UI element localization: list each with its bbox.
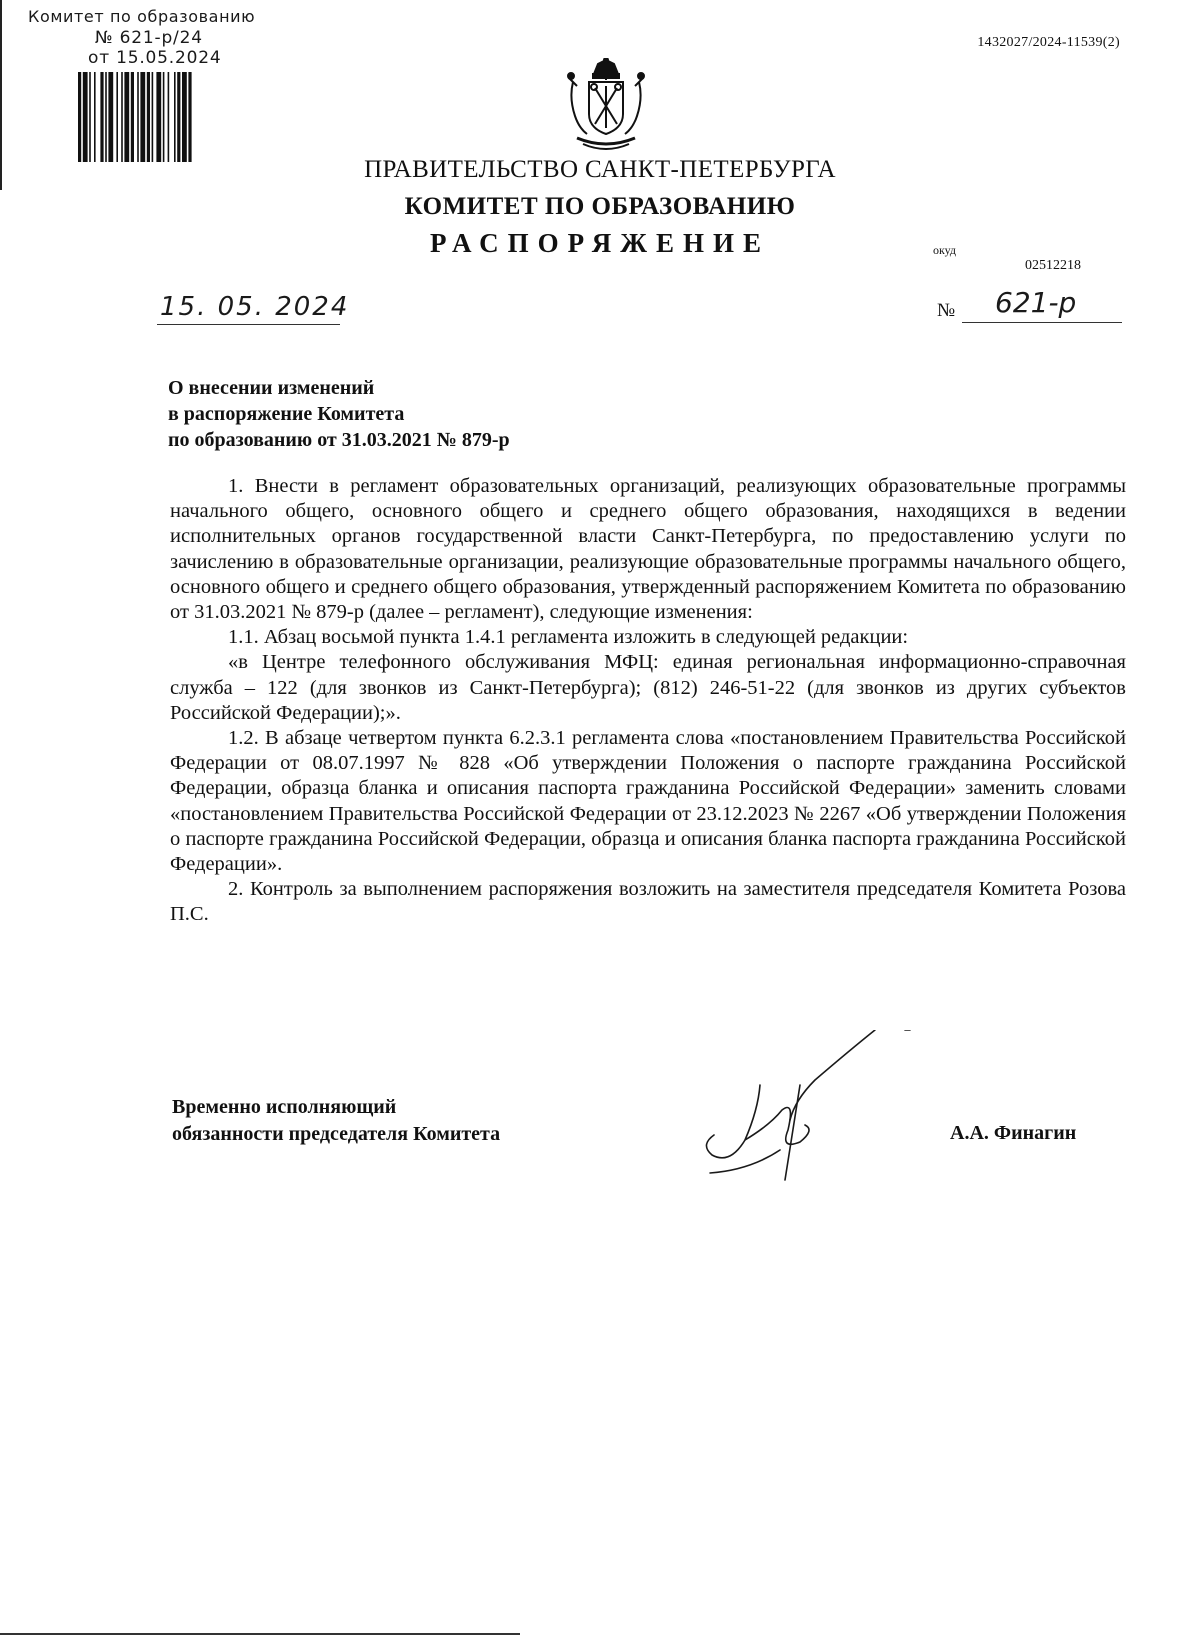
okud-code: 02512218: [1025, 258, 1081, 273]
document-id: 1432027/2024-11539(2): [977, 35, 1120, 50]
barcode-icon: [78, 72, 220, 162]
document-type-title: РАСПОРЯЖЕНИЕ: [429, 228, 771, 258]
stamp-number: № 621-р/24: [95, 28, 203, 48]
coat-of-arms-icon: [565, 58, 647, 152]
subject-line: в распоряжение Комитета: [168, 403, 405, 425]
scan-bottom-line: [0, 1633, 520, 1635]
signatory-position: [172, 1094, 500, 1148]
subject-line: О внесении изменений: [168, 377, 375, 399]
okud-label: окуд: [933, 243, 957, 257]
body-paragraph: 1.2. В абзаце четвертом пункта 6.2.3.1 регламента слова «постановлением Правительства Российской Федерации от 08.07.1997 № 828 «Об утверждении Положения о паспорте гражданина Российской Федерации, образца бланка и описания паспорта гражданина Российской Федерации» заменить словами «постановлением Правительства Российской Федерации от 23.12.2023 № 2267 «Об утверждении Положения о паспорте гражданина Российской Федерации, образца и описания бланка паспорта гражданина Российской Федерации».: [170, 727, 1126, 876]
handwritten-number: 621-р: [995, 286, 1077, 319]
position-line: обязанности председателя Комитета: [172, 1123, 501, 1145]
subject-line: по образованию от 31.03.2021 № 879-р: [168, 429, 510, 451]
body-paragraph: 2. Контроль за выполнением распоряжения возложить на заместителя председателя Комитета Розова П.С.: [170, 878, 1126, 926]
date-underline: [157, 324, 340, 325]
number-sign: №: [937, 300, 956, 321]
position-line: Временно исполняющий: [172, 1096, 397, 1118]
signatory-name: А.А. Финагин: [950, 1122, 1077, 1144]
government-title: ПРАВИТЕЛЬСТВО САНКТ-ПЕТЕРБУРГА: [364, 156, 836, 183]
stamp-organization: Комитет по образованию: [28, 7, 256, 26]
handwritten-date: 15. 05. 2024: [160, 292, 350, 322]
body-paragraph: 1. Внести в регламент образовательных организаций, реализующих образовательные программы начального общего, основного общего и среднего общего образования, находящихся в ведении исполнительных органов государственной власти Санкт-Петербурга, по предоставлению услуги по зачислению в образовательные организации, реализующие образовательные программы начального общего, основного общего и среднего общего образования, утвержденный распоряжением Комитета по образованию от 31.03.2021 № 879-р (далее – регламент), следующие изменения:: [170, 475, 1126, 624]
handwritten-signature: [700, 1030, 940, 1200]
committee-title: КОМИТЕТ ПО ОБРАЗОВАНИЮ: [404, 193, 796, 220]
document-body: [170, 474, 1126, 928]
stamp-date: от 15.05.2024: [88, 48, 222, 68]
body-paragraph: «в Центре телефонного обслуживания МФЦ: единая региональная информационно-справочная служба – 122 (для звонков из Санкт-Петербурга); (812) 246-51-22 (для звонков из других субъектов Российской Федерации);».: [170, 651, 1126, 724]
number-underline: [962, 322, 1122, 323]
document-subject: [168, 375, 510, 453]
body-paragraph: 1.1. Абзац восьмой пункта 1.4.1 регламента изложить в следующей редакции:: [228, 626, 909, 649]
